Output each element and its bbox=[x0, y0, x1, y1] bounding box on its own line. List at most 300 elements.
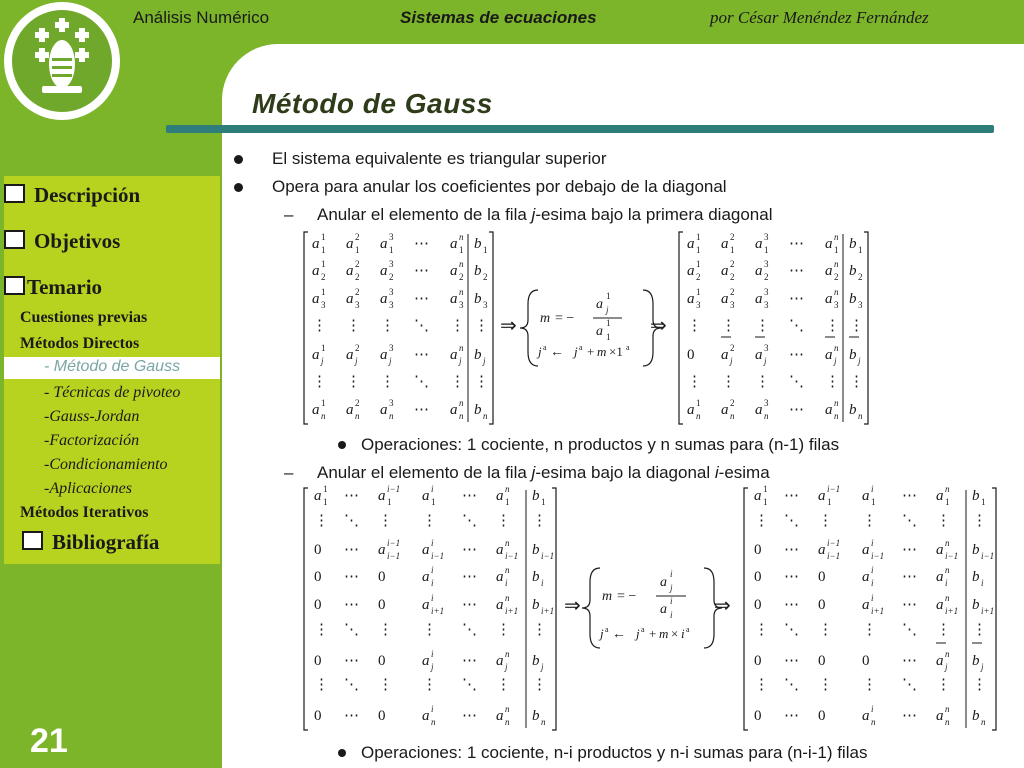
svg-text:2: 2 bbox=[730, 343, 735, 353]
svg-text:b: b bbox=[532, 488, 540, 504]
svg-text:⋯: ⋯ bbox=[902, 708, 917, 724]
svg-text:⋮: ⋮ bbox=[532, 677, 547, 693]
svg-text:m: m bbox=[597, 344, 607, 359]
svg-text:3: 3 bbox=[389, 287, 394, 297]
svg-text:a: a bbox=[380, 263, 388, 279]
svg-text:2: 2 bbox=[730, 232, 735, 242]
svg-text:n: n bbox=[945, 704, 950, 714]
svg-text:a: a bbox=[312, 291, 320, 307]
nav-directos[interactable]: Métodos Directos bbox=[20, 335, 140, 352]
svg-text:a: a bbox=[641, 625, 645, 634]
svg-text:a: a bbox=[346, 291, 354, 307]
svg-text:1: 1 bbox=[871, 497, 876, 507]
svg-text:j: j bbox=[538, 344, 542, 359]
nav-descripcion[interactable]: Descripción bbox=[4, 183, 140, 208]
svg-text:←: ← bbox=[550, 345, 564, 360]
svg-text:a: a bbox=[346, 347, 354, 363]
svg-text:⋯: ⋯ bbox=[789, 402, 804, 418]
svg-text:j: j bbox=[459, 356, 462, 366]
svg-text:⋮: ⋮ bbox=[755, 318, 770, 334]
svg-text:a: a bbox=[721, 402, 729, 418]
svg-text:⋮: ⋮ bbox=[378, 513, 393, 529]
svg-text:3: 3 bbox=[321, 300, 326, 310]
svg-text:n: n bbox=[834, 398, 839, 408]
svg-text:m: m bbox=[602, 589, 613, 604]
svg-text:a: a bbox=[755, 236, 763, 252]
svg-text:i+1: i+1 bbox=[871, 606, 885, 616]
svg-text:a: a bbox=[579, 343, 583, 352]
svg-text:⋯: ⋯ bbox=[414, 402, 429, 418]
svg-text:⋯: ⋯ bbox=[789, 347, 804, 363]
svg-text:i: i bbox=[871, 565, 874, 575]
svg-text:n: n bbox=[764, 411, 769, 421]
svg-text:0: 0 bbox=[378, 653, 386, 669]
svg-text:⇒: ⇒ bbox=[650, 315, 667, 337]
svg-text:⋮: ⋮ bbox=[825, 318, 840, 334]
svg-text:a: a bbox=[687, 263, 695, 279]
nav-item-condicionamiento[interactable]: -Condicionamiento bbox=[44, 456, 168, 473]
svg-text:a: a bbox=[496, 488, 504, 504]
svg-text:a: a bbox=[818, 488, 826, 504]
svg-text:j: j bbox=[834, 356, 837, 366]
svg-text:⋯: ⋯ bbox=[902, 542, 917, 558]
svg-text:1: 1 bbox=[606, 318, 611, 328]
svg-text:2: 2 bbox=[459, 272, 464, 282]
svg-text:⋮: ⋮ bbox=[314, 622, 329, 638]
svg-text:a: a bbox=[862, 597, 870, 613]
svg-text:⋮: ⋮ bbox=[721, 374, 736, 390]
svg-text:b: b bbox=[972, 542, 980, 558]
svg-text:⋱: ⋱ bbox=[902, 513, 917, 529]
svg-text:1: 1 bbox=[981, 497, 986, 507]
svg-text:a: a bbox=[754, 488, 762, 504]
svg-text:a: a bbox=[596, 297, 603, 312]
svg-text:a: a bbox=[346, 402, 354, 418]
svg-text:⋮: ⋮ bbox=[754, 513, 769, 529]
svg-text:⋮: ⋮ bbox=[532, 622, 547, 638]
svg-text:⋮: ⋮ bbox=[450, 318, 465, 334]
svg-text:b: b bbox=[972, 708, 980, 724]
svg-text:0: 0 bbox=[754, 569, 762, 585]
svg-text:⋮: ⋮ bbox=[936, 677, 951, 693]
svg-text:i: i bbox=[871, 484, 874, 494]
svg-text:a: a bbox=[450, 347, 458, 363]
svg-text:×: × bbox=[671, 626, 679, 641]
svg-text:0: 0 bbox=[378, 597, 386, 613]
svg-text:3: 3 bbox=[389, 343, 394, 353]
svg-text:i: i bbox=[431, 565, 434, 575]
svg-text:2: 2 bbox=[389, 272, 394, 282]
svg-text:a: a bbox=[422, 569, 430, 585]
svg-text:a: a bbox=[825, 402, 833, 418]
svg-text:a: a bbox=[825, 347, 833, 363]
svg-text:n: n bbox=[871, 717, 876, 727]
svg-text:n: n bbox=[541, 717, 546, 727]
svg-text:⋱: ⋱ bbox=[902, 677, 917, 693]
svg-text:⋯: ⋯ bbox=[789, 263, 804, 279]
svg-text:a: a bbox=[496, 653, 504, 669]
svg-text:a: a bbox=[380, 291, 388, 307]
svg-text:3: 3 bbox=[764, 300, 769, 310]
nav-item-pivoteo[interactable]: - Técnicas de pivoteo bbox=[44, 384, 181, 401]
svg-text:i−1: i−1 bbox=[945, 551, 959, 561]
svg-text:a: a bbox=[755, 263, 763, 279]
svg-text:a: a bbox=[936, 597, 944, 613]
svg-text:i−1: i−1 bbox=[541, 551, 555, 561]
sub-bullet-2: Anular el elemento de la fila j-esima bajo la diagonal i-esima bbox=[317, 463, 770, 482]
svg-text:j: j bbox=[981, 662, 984, 672]
nav-item-gauss-jordan[interactable]: -Gauss-Jordan bbox=[44, 408, 140, 425]
svg-text:n: n bbox=[945, 593, 950, 603]
svg-text:⋮: ⋮ bbox=[532, 513, 547, 529]
svg-text:j: j bbox=[389, 356, 392, 366]
svg-text:j: j bbox=[945, 662, 948, 672]
svg-text:i: i bbox=[981, 578, 984, 588]
svg-text:a: a bbox=[660, 602, 667, 617]
svg-text:3: 3 bbox=[858, 300, 863, 310]
svg-text:1: 1 bbox=[730, 245, 735, 255]
title-rule bbox=[166, 125, 994, 133]
svg-text:1: 1 bbox=[389, 245, 394, 255]
svg-text:a: a bbox=[825, 291, 833, 307]
svg-text:j: j bbox=[483, 356, 486, 366]
svg-text:⋯: ⋯ bbox=[414, 347, 429, 363]
svg-text:⋮: ⋮ bbox=[818, 622, 833, 638]
svg-text:2: 2 bbox=[858, 272, 863, 282]
svg-text:0: 0 bbox=[754, 708, 762, 724]
svg-text:1: 1 bbox=[763, 497, 768, 507]
svg-text:i−1: i−1 bbox=[387, 551, 401, 561]
svg-text:i: i bbox=[871, 704, 874, 714]
svg-text:0: 0 bbox=[378, 569, 386, 585]
sub-bullet-1: Anular el elemento de la fila j-esima bajo la primera diagonal bbox=[317, 205, 773, 224]
svg-text:b: b bbox=[972, 569, 980, 585]
svg-text:b: b bbox=[849, 402, 857, 418]
svg-text:⋮: ⋮ bbox=[687, 374, 702, 390]
bullet-dot bbox=[338, 749, 346, 757]
svg-text:n: n bbox=[459, 398, 464, 408]
svg-text:⋯: ⋯ bbox=[462, 597, 477, 613]
svg-text:1: 1 bbox=[945, 497, 950, 507]
nav-cuestiones[interactable]: Cuestiones previas bbox=[20, 309, 148, 326]
svg-text:⋱: ⋱ bbox=[784, 677, 799, 693]
svg-text:n: n bbox=[834, 259, 839, 269]
svg-text:⋱: ⋱ bbox=[344, 677, 359, 693]
svg-text:a: a bbox=[496, 542, 504, 558]
svg-text:n: n bbox=[945, 717, 950, 727]
author-name: por César Menéndez Fernández bbox=[710, 8, 929, 27]
svg-text:⋮: ⋮ bbox=[314, 513, 329, 529]
svg-text:←: ← bbox=[612, 627, 626, 642]
svg-text:a: a bbox=[825, 236, 833, 252]
svg-text:⋮: ⋮ bbox=[754, 677, 769, 693]
svg-text:⋯: ⋯ bbox=[462, 542, 477, 558]
svg-text:1: 1 bbox=[696, 287, 701, 297]
svg-text:b: b bbox=[849, 263, 857, 279]
svg-text:a: a bbox=[314, 488, 322, 504]
matrix-step-i bbox=[304, 484, 556, 730]
svg-text:i: i bbox=[681, 626, 685, 641]
svg-text:1: 1 bbox=[606, 332, 611, 342]
svg-text:a: a bbox=[818, 542, 826, 558]
svg-text:⋮: ⋮ bbox=[936, 622, 951, 638]
svg-text:⋮: ⋮ bbox=[721, 318, 736, 334]
svg-text:b: b bbox=[474, 402, 482, 418]
svg-text:i−1: i−1 bbox=[871, 551, 885, 561]
svg-text:2: 2 bbox=[355, 287, 360, 297]
svg-text:⋯: ⋯ bbox=[414, 236, 429, 252]
svg-text:⋯: ⋯ bbox=[789, 236, 804, 252]
nav-bibliografia[interactable]: Bibliografía bbox=[22, 530, 159, 555]
svg-text:0: 0 bbox=[314, 653, 322, 669]
svg-text:j: j bbox=[355, 356, 358, 366]
gauss-step1-equation bbox=[300, 228, 880, 428]
svg-text:1: 1 bbox=[696, 398, 701, 408]
svg-text:b: b bbox=[532, 597, 540, 613]
svg-text:n: n bbox=[459, 232, 464, 242]
nav-temario[interactable]: Temario bbox=[4, 275, 102, 300]
svg-text:2: 2 bbox=[730, 272, 735, 282]
svg-text:n: n bbox=[696, 411, 701, 421]
svg-text:⋮: ⋮ bbox=[818, 677, 833, 693]
svg-text:⋮: ⋮ bbox=[346, 374, 361, 390]
svg-text:j: j bbox=[574, 344, 578, 359]
svg-text:b: b bbox=[474, 347, 482, 363]
svg-text:⋱: ⋱ bbox=[414, 318, 429, 334]
svg-text:i+1: i+1 bbox=[945, 606, 959, 616]
svg-text:⋮: ⋮ bbox=[474, 374, 489, 390]
svg-text:j: j bbox=[505, 662, 508, 672]
svg-text:n: n bbox=[355, 411, 360, 421]
checkbox-icon bbox=[4, 230, 25, 249]
svg-text:1: 1 bbox=[696, 232, 701, 242]
svg-text:n: n bbox=[945, 484, 950, 494]
svg-text:j: j bbox=[670, 583, 673, 593]
svg-text:1: 1 bbox=[696, 259, 701, 269]
svg-text:b: b bbox=[972, 488, 980, 504]
svg-text:0: 0 bbox=[314, 597, 322, 613]
svg-text:j: j bbox=[858, 356, 861, 366]
svg-text:1: 1 bbox=[321, 245, 326, 255]
svg-text:⋱: ⋱ bbox=[462, 677, 477, 693]
svg-text:1: 1 bbox=[387, 497, 392, 507]
svg-text:b: b bbox=[474, 236, 482, 252]
nav-item-aplicaciones[interactable]: -Aplicaciones bbox=[44, 480, 132, 497]
svg-text:⋮: ⋮ bbox=[314, 677, 329, 693]
svg-text:1: 1 bbox=[321, 343, 326, 353]
svg-text:b: b bbox=[474, 291, 482, 307]
svg-text:2: 2 bbox=[355, 398, 360, 408]
svg-text:a: a bbox=[936, 569, 944, 585]
svg-text:i−1: i−1 bbox=[505, 551, 519, 561]
svg-text:2: 2 bbox=[730, 259, 735, 269]
svg-text:a: a bbox=[450, 236, 458, 252]
svg-text:⋯: ⋯ bbox=[414, 291, 429, 307]
svg-text:i: i bbox=[431, 593, 434, 603]
svg-text:m: m bbox=[540, 311, 551, 326]
svg-text:2: 2 bbox=[483, 272, 488, 282]
svg-text:i: i bbox=[431, 704, 434, 714]
svg-text:⋮: ⋮ bbox=[936, 513, 951, 529]
svg-text:⋮: ⋮ bbox=[378, 622, 393, 638]
svg-text:j: j bbox=[431, 662, 434, 672]
svg-text:a: a bbox=[422, 488, 430, 504]
nav-objetivos[interactable]: Objetivos bbox=[4, 229, 120, 254]
svg-text:0: 0 bbox=[314, 708, 322, 724]
svg-text:j: j bbox=[541, 662, 544, 672]
svg-text:1: 1 bbox=[505, 497, 510, 507]
svg-text:i+1: i+1 bbox=[431, 606, 445, 616]
svg-text:⋱: ⋱ bbox=[344, 513, 359, 529]
svg-text:a: a bbox=[755, 402, 763, 418]
svg-text:j: j bbox=[764, 356, 767, 366]
svg-text:⋮: ⋮ bbox=[496, 622, 511, 638]
svg-text:n: n bbox=[834, 343, 839, 353]
svg-text:a: a bbox=[312, 402, 320, 418]
svg-text:⋮: ⋮ bbox=[346, 318, 361, 334]
svg-text:i: i bbox=[670, 610, 673, 620]
svg-text:i−1: i−1 bbox=[827, 551, 841, 561]
svg-text:i+1: i+1 bbox=[541, 606, 555, 616]
svg-text:a: a bbox=[936, 542, 944, 558]
svg-text:a: a bbox=[496, 708, 504, 724]
svg-text:a: a bbox=[312, 236, 320, 252]
svg-text:2: 2 bbox=[355, 259, 360, 269]
svg-text:⋱: ⋱ bbox=[784, 622, 799, 638]
svg-text:⇒: ⇒ bbox=[564, 595, 581, 617]
svg-text:n: n bbox=[459, 287, 464, 297]
topic-name: Sistemas de ecuaciones bbox=[400, 8, 597, 27]
svg-text:0: 0 bbox=[378, 708, 386, 724]
svg-text:⋮: ⋮ bbox=[474, 318, 489, 334]
svg-text:0: 0 bbox=[754, 653, 762, 669]
svg-text:3: 3 bbox=[389, 259, 394, 269]
svg-text:b: b bbox=[849, 291, 857, 307]
ops-1: Operaciones: 1 cociente, n productos y n sumas para (n-1) filas bbox=[361, 435, 840, 454]
svg-text:j: j bbox=[636, 626, 640, 641]
svg-text:⋱: ⋱ bbox=[414, 374, 429, 390]
svg-text:a: a bbox=[312, 347, 320, 363]
svg-text:0: 0 bbox=[818, 653, 826, 669]
svg-text:1: 1 bbox=[321, 259, 326, 269]
svg-text:3: 3 bbox=[764, 398, 769, 408]
svg-text:i: i bbox=[431, 649, 434, 659]
svg-text:0: 0 bbox=[314, 569, 322, 585]
svg-text:⋱: ⋱ bbox=[902, 622, 917, 638]
svg-text:i: i bbox=[505, 578, 508, 588]
svg-text:⋯: ⋯ bbox=[902, 569, 917, 585]
svg-text:⋮: ⋮ bbox=[755, 374, 770, 390]
svg-text:a: a bbox=[755, 291, 763, 307]
svg-text:n: n bbox=[834, 232, 839, 242]
svg-text:⇒: ⇒ bbox=[714, 595, 731, 617]
matrix-original bbox=[304, 232, 493, 424]
svg-text:a: a bbox=[660, 575, 667, 590]
svg-text:1: 1 bbox=[321, 398, 326, 408]
svg-text:b: b bbox=[849, 347, 857, 363]
svg-text:⋮: ⋮ bbox=[378, 677, 393, 693]
svg-text:⋯: ⋯ bbox=[784, 708, 799, 724]
svg-text:1: 1 bbox=[323, 484, 328, 494]
nav-item-factorizacion[interactable]: -Factorización bbox=[44, 432, 140, 449]
svg-text:i−1: i−1 bbox=[981, 551, 995, 561]
svg-text:⋮: ⋮ bbox=[312, 318, 327, 334]
svg-text:j: j bbox=[321, 356, 324, 366]
svg-text:3: 3 bbox=[389, 232, 394, 242]
svg-text:1: 1 bbox=[459, 245, 464, 255]
svg-text:⋮: ⋮ bbox=[687, 318, 702, 334]
svg-text:a: a bbox=[862, 569, 870, 585]
svg-text:a: a bbox=[496, 597, 504, 613]
svg-text:2: 2 bbox=[696, 272, 701, 282]
svg-text:⋱: ⋱ bbox=[789, 318, 804, 334]
svg-text:⋮: ⋮ bbox=[422, 677, 437, 693]
nav-iterativos[interactable]: Métodos Iterativos bbox=[20, 504, 149, 521]
svg-text:n: n bbox=[505, 538, 510, 548]
svg-text:a: a bbox=[862, 708, 870, 724]
svg-text:⋮: ⋮ bbox=[972, 677, 987, 693]
svg-text:⋮: ⋮ bbox=[312, 374, 327, 390]
svg-text:⋮: ⋮ bbox=[422, 513, 437, 529]
svg-text:⋯: ⋯ bbox=[902, 597, 917, 613]
svg-text:⋮: ⋮ bbox=[972, 622, 987, 638]
svg-text:1: 1 bbox=[323, 497, 328, 507]
svg-text:a: a bbox=[422, 597, 430, 613]
svg-text:b: b bbox=[532, 708, 540, 724]
svg-text:⋯: ⋯ bbox=[462, 708, 477, 724]
svg-text:1: 1 bbox=[321, 287, 326, 297]
svg-text:⋯: ⋯ bbox=[902, 488, 917, 504]
svg-text:1: 1 bbox=[827, 497, 832, 507]
svg-text:b: b bbox=[849, 236, 857, 252]
bullet-dot bbox=[234, 155, 243, 164]
checkbox-icon bbox=[4, 276, 25, 295]
svg-text:n: n bbox=[945, 565, 950, 575]
svg-text:3: 3 bbox=[764, 343, 769, 353]
matrix-step-i-result bbox=[744, 484, 996, 730]
matrix-result bbox=[679, 232, 868, 424]
svg-text:i: i bbox=[431, 578, 434, 588]
nav-item-active[interactable] bbox=[4, 357, 220, 379]
svg-text:3: 3 bbox=[483, 300, 488, 310]
svg-text:⋮: ⋮ bbox=[422, 622, 437, 638]
svg-text:⋱: ⋱ bbox=[784, 513, 799, 529]
svg-text:i−1: i−1 bbox=[431, 551, 445, 561]
svg-text:2: 2 bbox=[355, 343, 360, 353]
svg-text:i: i bbox=[871, 538, 874, 548]
svg-text:⋱: ⋱ bbox=[344, 622, 359, 638]
svg-text:a: a bbox=[346, 236, 354, 252]
svg-text:0: 0 bbox=[862, 653, 870, 669]
ops-2: Operaciones: 1 cociente, n-i productos y n-i sumas para (n-i-1) filas bbox=[361, 743, 868, 762]
svg-text:⋯: ⋯ bbox=[462, 488, 477, 504]
svg-text:2: 2 bbox=[834, 272, 839, 282]
svg-text:a: a bbox=[450, 263, 458, 279]
svg-text:1: 1 bbox=[541, 497, 546, 507]
svg-text:⋯: ⋯ bbox=[344, 708, 359, 724]
svg-text:i+1: i+1 bbox=[981, 606, 995, 616]
svg-text:2: 2 bbox=[321, 272, 326, 282]
svg-text:n: n bbox=[505, 593, 510, 603]
svg-text:= −: = − bbox=[617, 589, 637, 604]
svg-text:⋮: ⋮ bbox=[849, 318, 864, 334]
svg-text:n: n bbox=[858, 411, 863, 421]
svg-text:b: b bbox=[474, 263, 482, 279]
svg-text:3: 3 bbox=[389, 300, 394, 310]
svg-text:n: n bbox=[321, 411, 326, 421]
svg-text:a: a bbox=[687, 291, 695, 307]
svg-text:j: j bbox=[600, 626, 604, 641]
